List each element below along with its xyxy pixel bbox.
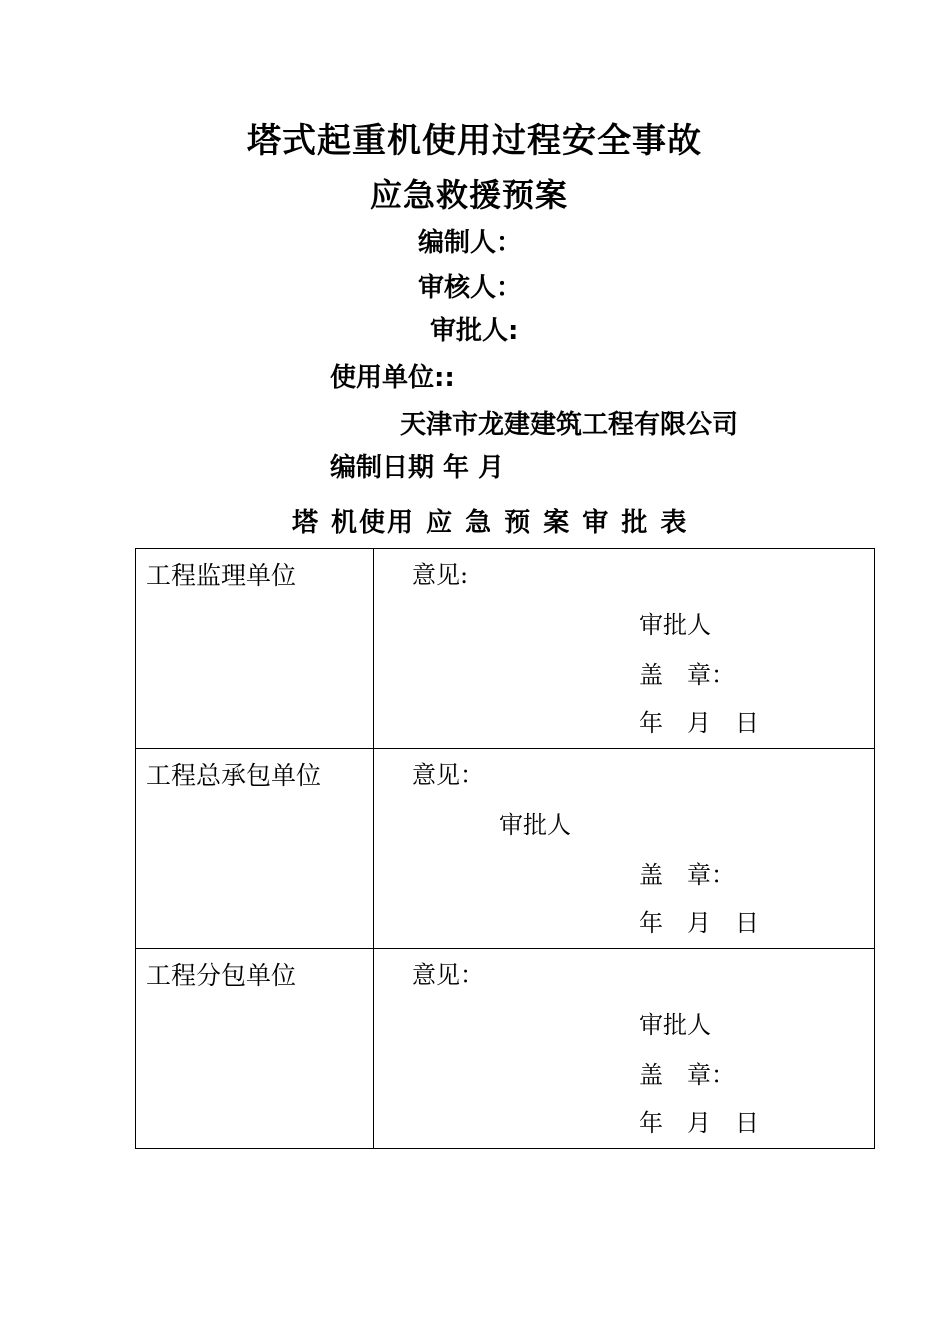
approver-signature-label: 审批人 <box>639 611 711 639</box>
company-name: 天津市龙建建筑工程有限公司 <box>400 410 739 440</box>
opinion-label: 意见： <box>412 961 484 989</box>
approver-label: 审批人: <box>430 316 519 346</box>
approval-date-label: 年 月 日 <box>639 1109 759 1137</box>
approval-table-title: 塔 机使用 应 急 预 案 审 批 表 <box>292 508 689 538</box>
opinion-label: 意见： <box>412 761 484 789</box>
document-title-line1: 塔式起重机使用过程安全事故 <box>247 121 702 161</box>
org-name: 工程总承包单位 <box>146 761 322 790</box>
approver-signature-label: 审批人 <box>639 1011 711 1039</box>
opinion-cell <box>374 749 875 949</box>
approval-date-label: 年 月 日 <box>639 709 759 737</box>
opinion-cell <box>374 949 875 1149</box>
opinion-cell <box>374 549 875 749</box>
approval-table <box>135 548 875 1149</box>
editor-label: 编制人： <box>418 228 523 258</box>
using-unit-label: 使用单位:: <box>330 363 455 393</box>
approver-signature-label: 审批人 <box>499 811 571 839</box>
document-title-line2: 应急救援预案 <box>370 176 569 214</box>
reviewer-label: 审核人： <box>418 273 523 303</box>
org-name: 工程分包单位 <box>146 961 297 990</box>
table-row <box>136 549 875 749</box>
table-row <box>136 949 875 1149</box>
seal-label: 盖 章： <box>639 1061 735 1089</box>
org-cell <box>136 749 374 949</box>
seal-label: 盖 章： <box>639 661 735 689</box>
org-name: 工程监理单位 <box>146 561 297 590</box>
seal-label: 盖 章： <box>639 861 735 889</box>
compile-date-label: 编制日期 年 月 <box>330 453 505 483</box>
table-row <box>136 749 875 949</box>
org-cell <box>136 549 374 749</box>
org-cell <box>136 949 374 1149</box>
opinion-label: 意见: <box>412 561 469 589</box>
approval-date-label: 年 月 日 <box>639 909 759 937</box>
